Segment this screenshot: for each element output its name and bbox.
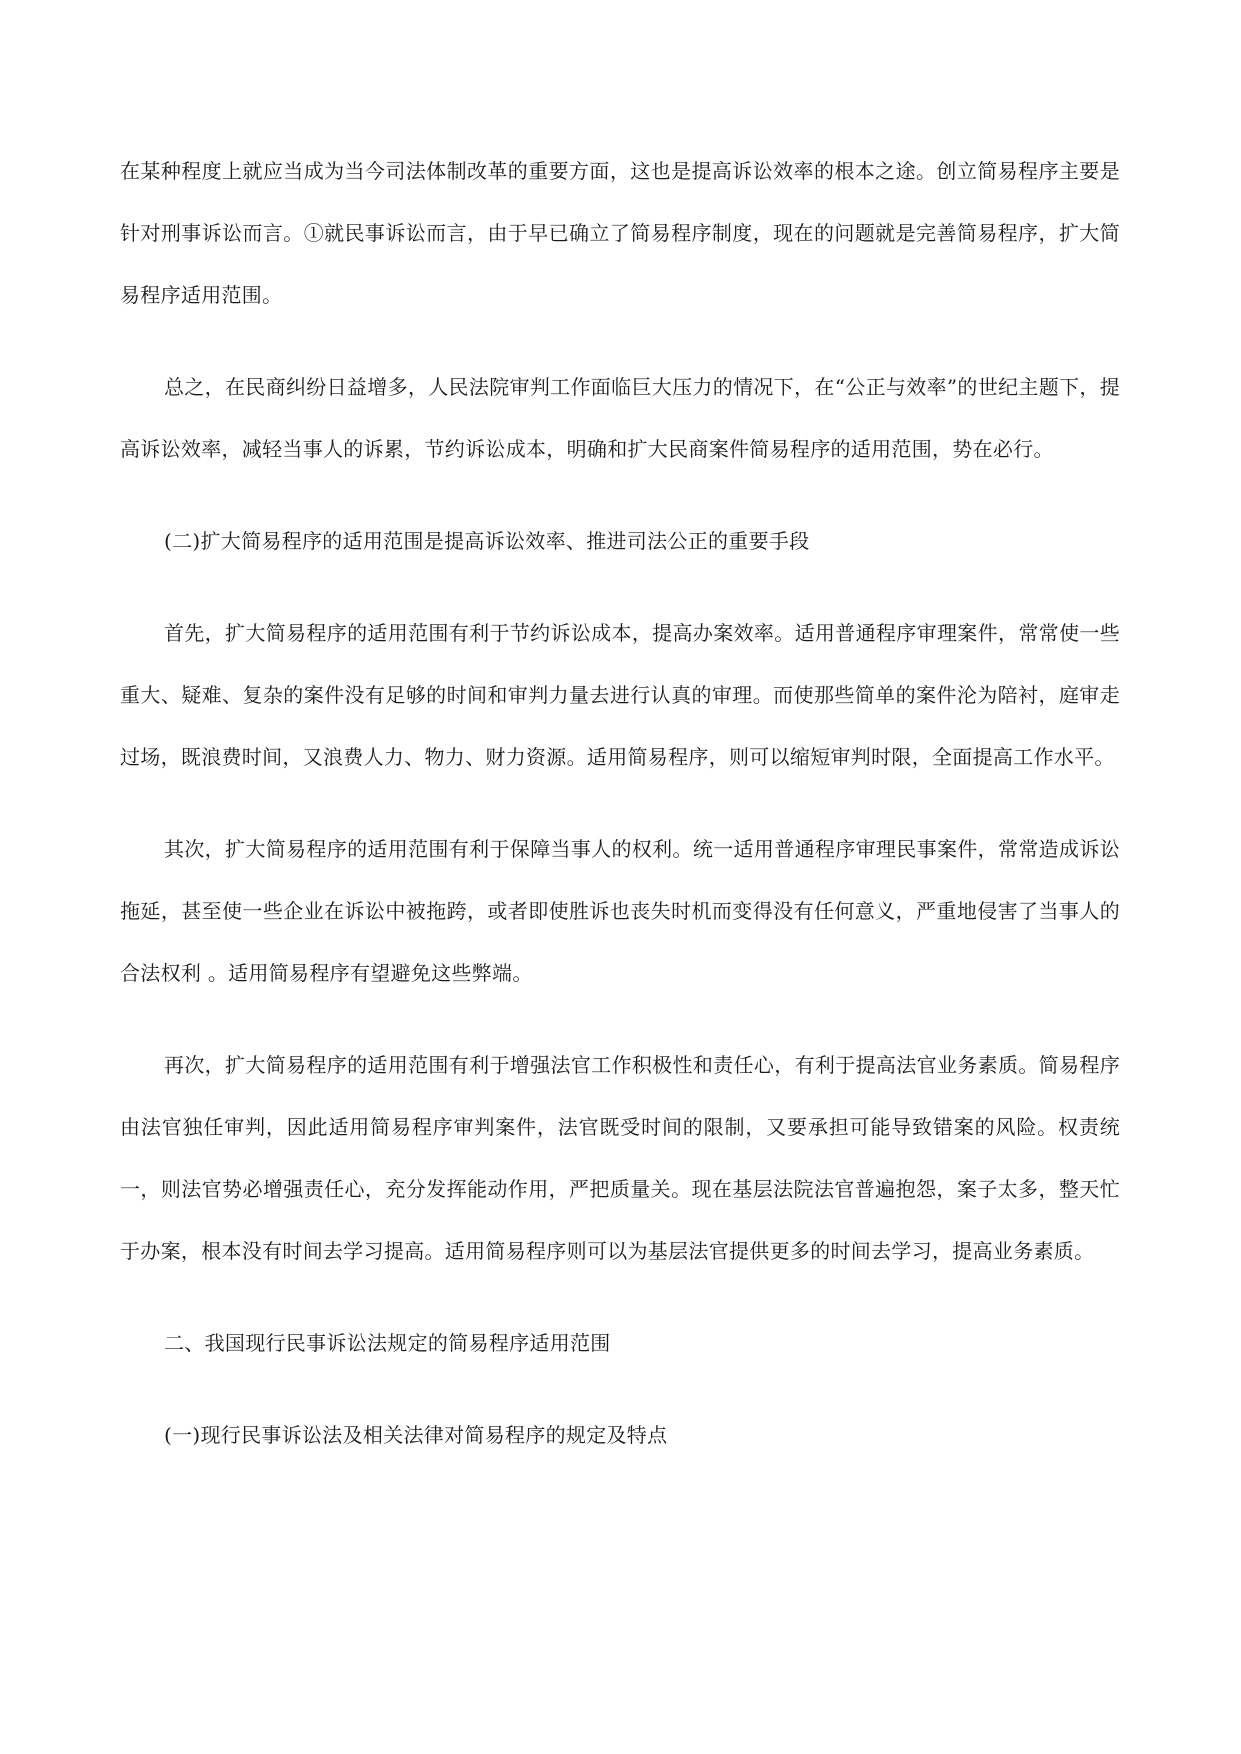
paragraph-1: 在某种程度上就应当成为当今司法体制改革的重要方面，这也是提高诉讼效率的根本之途。创立简易程序主要是针对刑事诉讼而言。①就民事诉讼而言，由于早已确立了简易程序制度，现在的问题就是完善简易程序，扩大简易程序适用范围。 (120, 159, 1120, 307)
section-heading-2-2: (二)扩大简易程序的适用范围是提高诉讼效率、推进司法公正的重要手段 (164, 529, 810, 553)
paragraph-4: 其次，扩大简易程序的适用范围有利于保障当事人的权利。统一适用普通程序审理民事案件，常常造成诉讼拖延，甚至使一些企业在诉讼中被拖跨，或者即使胜诉也丧失时机而变得没有任何意义，严重地侵害了当事人的合法权利 。适用简易程序有望避免这些弊端。 (120, 837, 1120, 985)
document-body (120, 140, 1120, 1496)
section-heading-ii: 二、我国现行民事诉讼法规定的简易程序适用范围 (164, 1331, 611, 1355)
section-heading-ii-1: (一)现行民事诉讼法及相关法律对简易程序的规定及特点 (164, 1423, 668, 1447)
paragraph-3: 首先，扩大简易程序的适用范围有利于节约诉讼成本，提高办案效率。适用普通程序审理案件，常常使一些重大、疑难、复杂的案件没有足够的时间和审判力量去进行认真的审理。而使那些简单的案件沦为陪衬，庭审走过场，既浪费时间，又浪费人力、物力、财力资源。适用简易程序，则可以缩短审判时限，全面提高工作水平。 (120, 621, 1120, 769)
paragraph-2: 总之，在民商纠纷日益增多，人民法院审判工作面临巨大压力的情况下，在“公正与效率”的世纪主题下，提高诉讼效率，减轻当事人的诉累，节约诉讼成本，明确和扩大民商案件简易程序的适用范围，势在必行。 (120, 375, 1120, 461)
paragraph-5: 再次，扩大简易程序的适用范围有利于增强法官工作积极性和责任心，有利于提高法官业务素质。简易程序由法官独任审判，因此适用简易程序审判案件，法官既受时间的限制，又要承担可能导致错案的风险。权责统一，则法官势必增强责任心，充分发挥能动作用，严把质量关。现在基层法院法官普遍抱怨，案子太多，整天忙于办案，根本没有时间去学习提高。适用简易程序则可以为基层法官提供更多的时间去学习，提高业务素质。 (120, 1053, 1120, 1263)
